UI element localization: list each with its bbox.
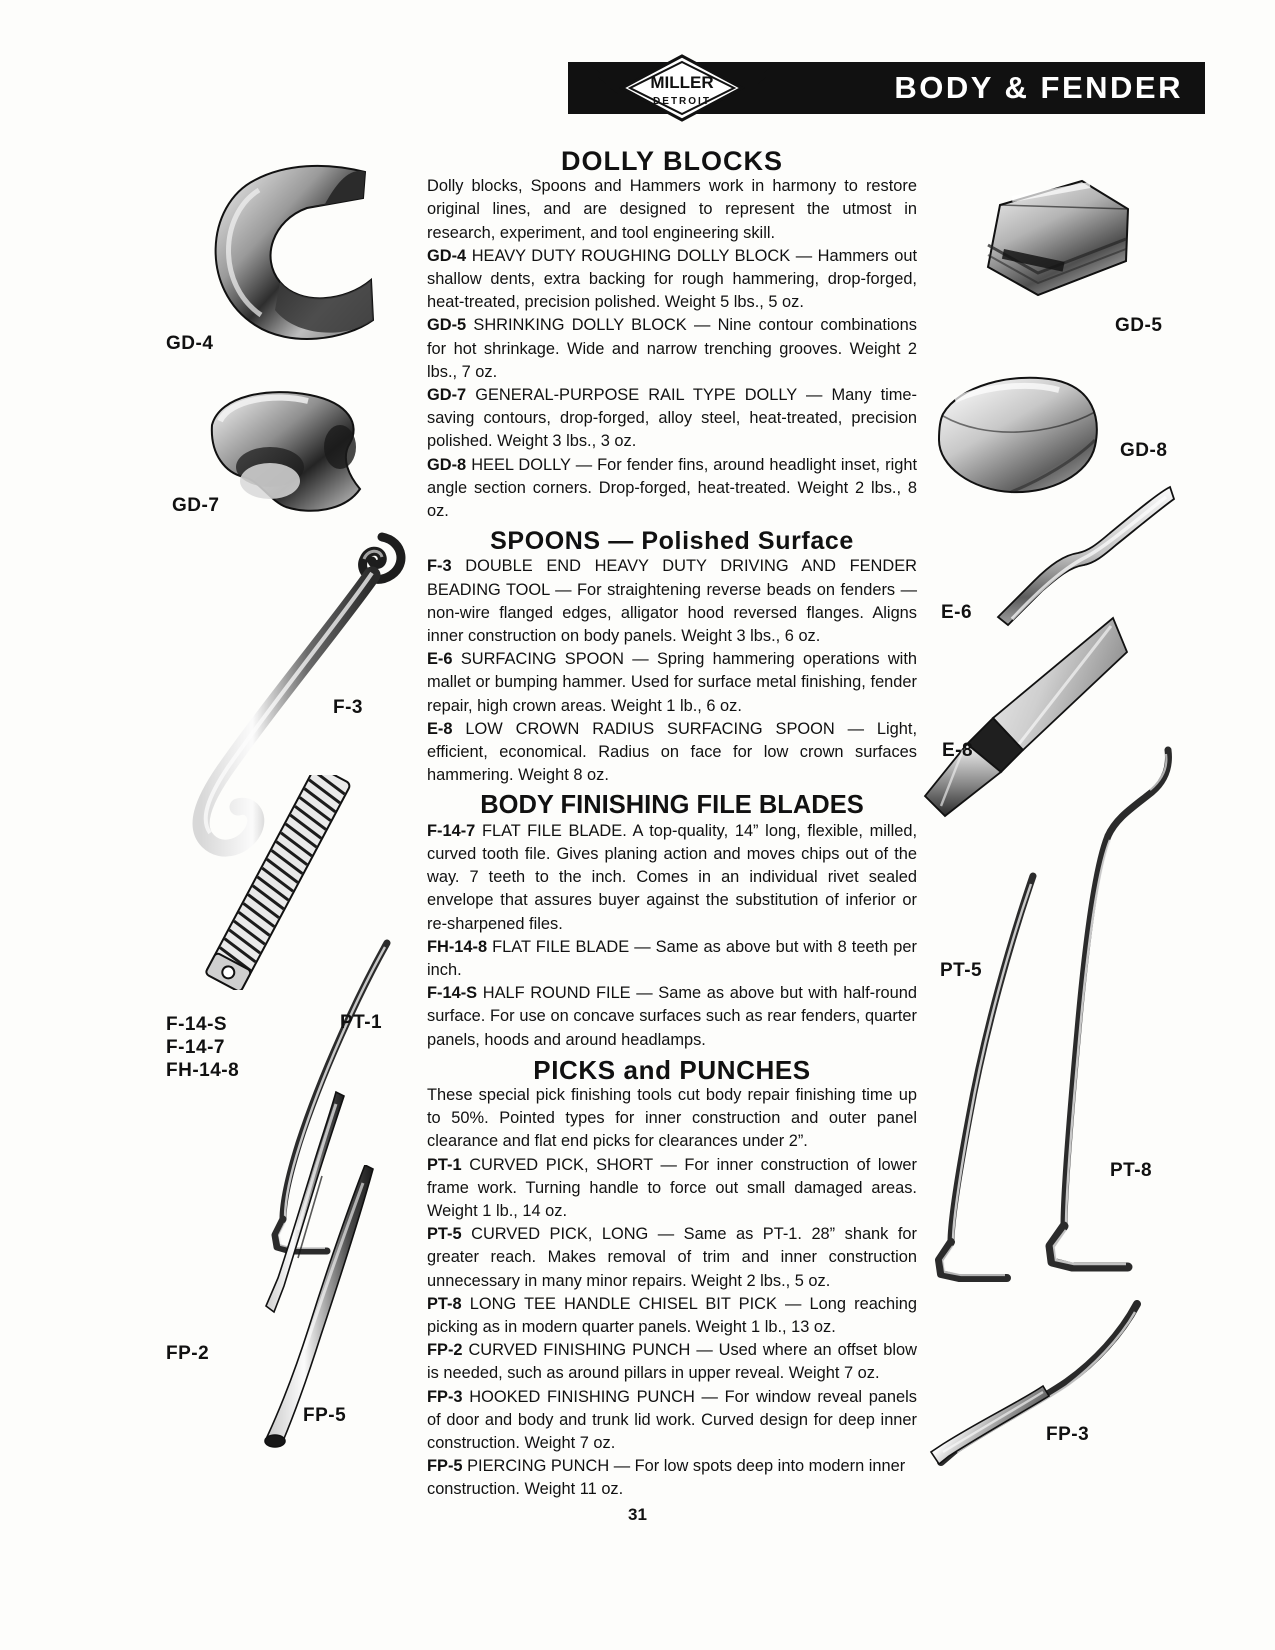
part-number: FP-5 xyxy=(427,1457,463,1476)
part-number: PT-5 xyxy=(427,1225,462,1244)
part-number: F-14-S xyxy=(427,984,478,1003)
part-number: PT-8 xyxy=(427,1294,462,1313)
paragraph-spoons-1: E-6 SURFACING SPOON — Spring hammering operations with mallet or bumping hammer. Used for surface metal finishing, fender repair, high crown areas. Weight 1 lb., 6 oz. xyxy=(427,650,917,715)
figure-label-gd4: GD-4 xyxy=(166,333,214,354)
figure-label-gd7: GD-7 xyxy=(172,495,220,516)
illustration-gd7 xyxy=(200,385,380,520)
paragraph-dolly-blocks-1: GD-4 HEAVY DUTY ROUGHING DOLLY BLOCK — Hammers out shallow dents, extra backing for rough hammering, drop-forged, heat-treated, precision polished. Weight 5 lbs., 5 oz. xyxy=(427,246,917,312)
figure-label-file-blades xyxy=(166,1013,239,1082)
figure-label-fp5: FP-5 xyxy=(303,1405,347,1426)
part-number: GD-5 xyxy=(427,316,467,335)
figure-label-gd5: GD-5 xyxy=(1115,315,1163,336)
paragraph-picks-punches-2: PT-5 CURVED PICK, LONG — Same as PT-1. 28” shank for greater reach. Makes removal of trim and inner construction unnecessary in many minor repairs. Weight 2 lbs., 5 oz. xyxy=(427,1225,917,1290)
section-heading-file-blades: BODY FINISHING FILE BLADES xyxy=(480,791,864,820)
paragraph-file-blades-2: F-14-S HALF ROUND FILE — Same as above but with half-round surface. For use on concave surfaces such as rear fenders, quarter panels, hoods and around headlamps. xyxy=(427,984,917,1049)
part-number: GD-8 xyxy=(427,455,467,474)
section-heading-dolly-blocks: DOLLY BLOCKS xyxy=(560,146,784,176)
section-heading-spoons: SPOONS — Polished Surface xyxy=(490,527,854,556)
paragraph-dolly-blocks-2: GD-5 SHRINKING DOLLY BLOCK — Nine contour combinations for hot shrinkage. Wide and narrow trenching grooves. Weight 2 lbs., 7 oz. xyxy=(427,316,917,381)
paragraph-picks-punches-6: FP-5 PIERCING PUNCH — For low spots deep into modern inner construction. Weight 11 oz. xyxy=(427,1457,906,1499)
body-text-column xyxy=(427,143,917,1502)
part-number: FP-2 xyxy=(427,1341,463,1360)
illustration-gd4 xyxy=(195,160,405,350)
part-number: FP-3 xyxy=(427,1387,463,1406)
paragraph-picks-punches-3: PT-8 LONG TEE HANDLE CHISEL BIT PICK — Long reaching picking as in modern quarter panels. Weight 1 lb., 13 oz. xyxy=(427,1294,917,1336)
figure-label-f3: F-3 xyxy=(333,697,363,718)
illustration-pt8 xyxy=(1020,740,1190,1300)
part-number: PT-1 xyxy=(427,1155,462,1174)
part-number: F-14-7 xyxy=(427,821,476,840)
paragraph-file-blades-0: F-14-7 FLAT FILE BLADE. A top-quality, 14” long, flexible, milled, curved tooth file. Gives planing action and moves chips out of the way. 7 teeth to the inch. Comes in an individual rivet sealed envelope that assures buyer against the substitution of inferior or re-sharpened files. xyxy=(427,821,917,933)
paragraph-spoons-0: F-3 DOUBLE END HEAVY DUTY DRIVING AND FENDER BEADING TOOL — For straightening reverse beads on fenders — non-wire flanged edges, alligator hood reversed flanges. Aligns inner construction on body panels. Weight 3 lbs., 6 oz. xyxy=(427,557,917,646)
paragraph-picks-punches-0: These special pick finishing tools cut body repair finishing time up to 50%. Pointed types for inner construction and outer panel clearance and flat end picks for clearances under 2”. xyxy=(427,1085,917,1151)
paragraph-picks-punches-1: PT-1 CURVED PICK, SHORT — For inner construction of lower frame work. Turning handle to force out small damaged areas. Weight 1 lb., 14 oz. xyxy=(427,1155,917,1220)
figure-label-pt5: PT-5 xyxy=(940,960,983,981)
page-title: BODY & FENDER xyxy=(894,70,1183,105)
miller-detroit-logo xyxy=(590,50,774,126)
figure-label-gd8: GD-8 xyxy=(1120,440,1168,461)
section-heading-picks-punches: PICKS and PUNCHES xyxy=(533,1054,811,1085)
illustration-gd5 xyxy=(960,175,1140,310)
logo-brand-text: MILLER xyxy=(650,73,714,92)
page-header xyxy=(568,62,1205,114)
figure-label-e6: E-6 xyxy=(941,602,973,623)
figure-label-fh148: FH-14-8 xyxy=(166,1060,240,1081)
part-number: FH-14-8 xyxy=(427,937,488,956)
part-number: F-3 xyxy=(427,557,452,576)
paragraph-spoons-2: E-8 LOW CROWN RADIUS SURFACING SPOON — Light, efficient, economical. Radius on face for low crown surfaces hammering. Weight 8 oz. xyxy=(427,719,917,785)
part-number: GD-4 xyxy=(427,246,467,265)
figure-label-f147: F-14-7 xyxy=(166,1037,225,1058)
paragraph-picks-punches-5: FP-3 HOOKED FINISHING PUNCH — For window reveal panels of door and body and trunk lid work. Curved design for deep inner construction. Weight 7 oz. xyxy=(427,1387,917,1452)
part-number: GD-7 xyxy=(427,386,467,405)
paragraph-dolly-blocks-4: GD-8 HEEL DOLLY — For fender fins, around headlight inset, right angle section corners. Drop-forged, heat-treated. Weight 2 lbs., 8 oz. xyxy=(427,455,917,521)
figure-label-fp2: FP-2 xyxy=(166,1343,210,1364)
figure-label-f14s: F-14-S xyxy=(166,1014,228,1035)
logo-city-text: DETROIT xyxy=(653,96,711,107)
paragraph-picks-punches-4: FP-2 CURVED FINISHING PUNCH — Used where an offset blow is needed, such as around pillars in upper reveal. Weight 7 oz. xyxy=(427,1341,917,1383)
figure-label-fp3: FP-3 xyxy=(1046,1424,1090,1445)
part-number: E-6 xyxy=(427,650,453,669)
page-number: 31 xyxy=(628,1505,647,1524)
paragraph-dolly-blocks-0: Dolly blocks, Spoons and Hammers work in harmony to restore original lines, and are designed to represent the utmost in research, experiment, and tool engineering skill. xyxy=(427,177,917,242)
paragraph-dolly-blocks-3: GD-7 GENERAL-PURPOSE RAIL TYPE DOLLY — Many time-saving contours, drop-forged, alloy steel, heat-treated, precision polished. Weight 3 lbs., 3 oz. xyxy=(427,386,917,451)
illustration-fp3 xyxy=(925,1300,1155,1485)
figure-label-e8: E-8 xyxy=(942,740,974,761)
part-number: E-8 xyxy=(427,719,453,738)
paragraph-file-blades-1: FH-14-8 FLAT FILE BLADE — Same as above but with 8 teeth per inch. xyxy=(427,937,917,979)
figure-label-pt1: PT-1 xyxy=(340,1012,383,1033)
figure-label-pt8: PT-8 xyxy=(1110,1160,1153,1181)
